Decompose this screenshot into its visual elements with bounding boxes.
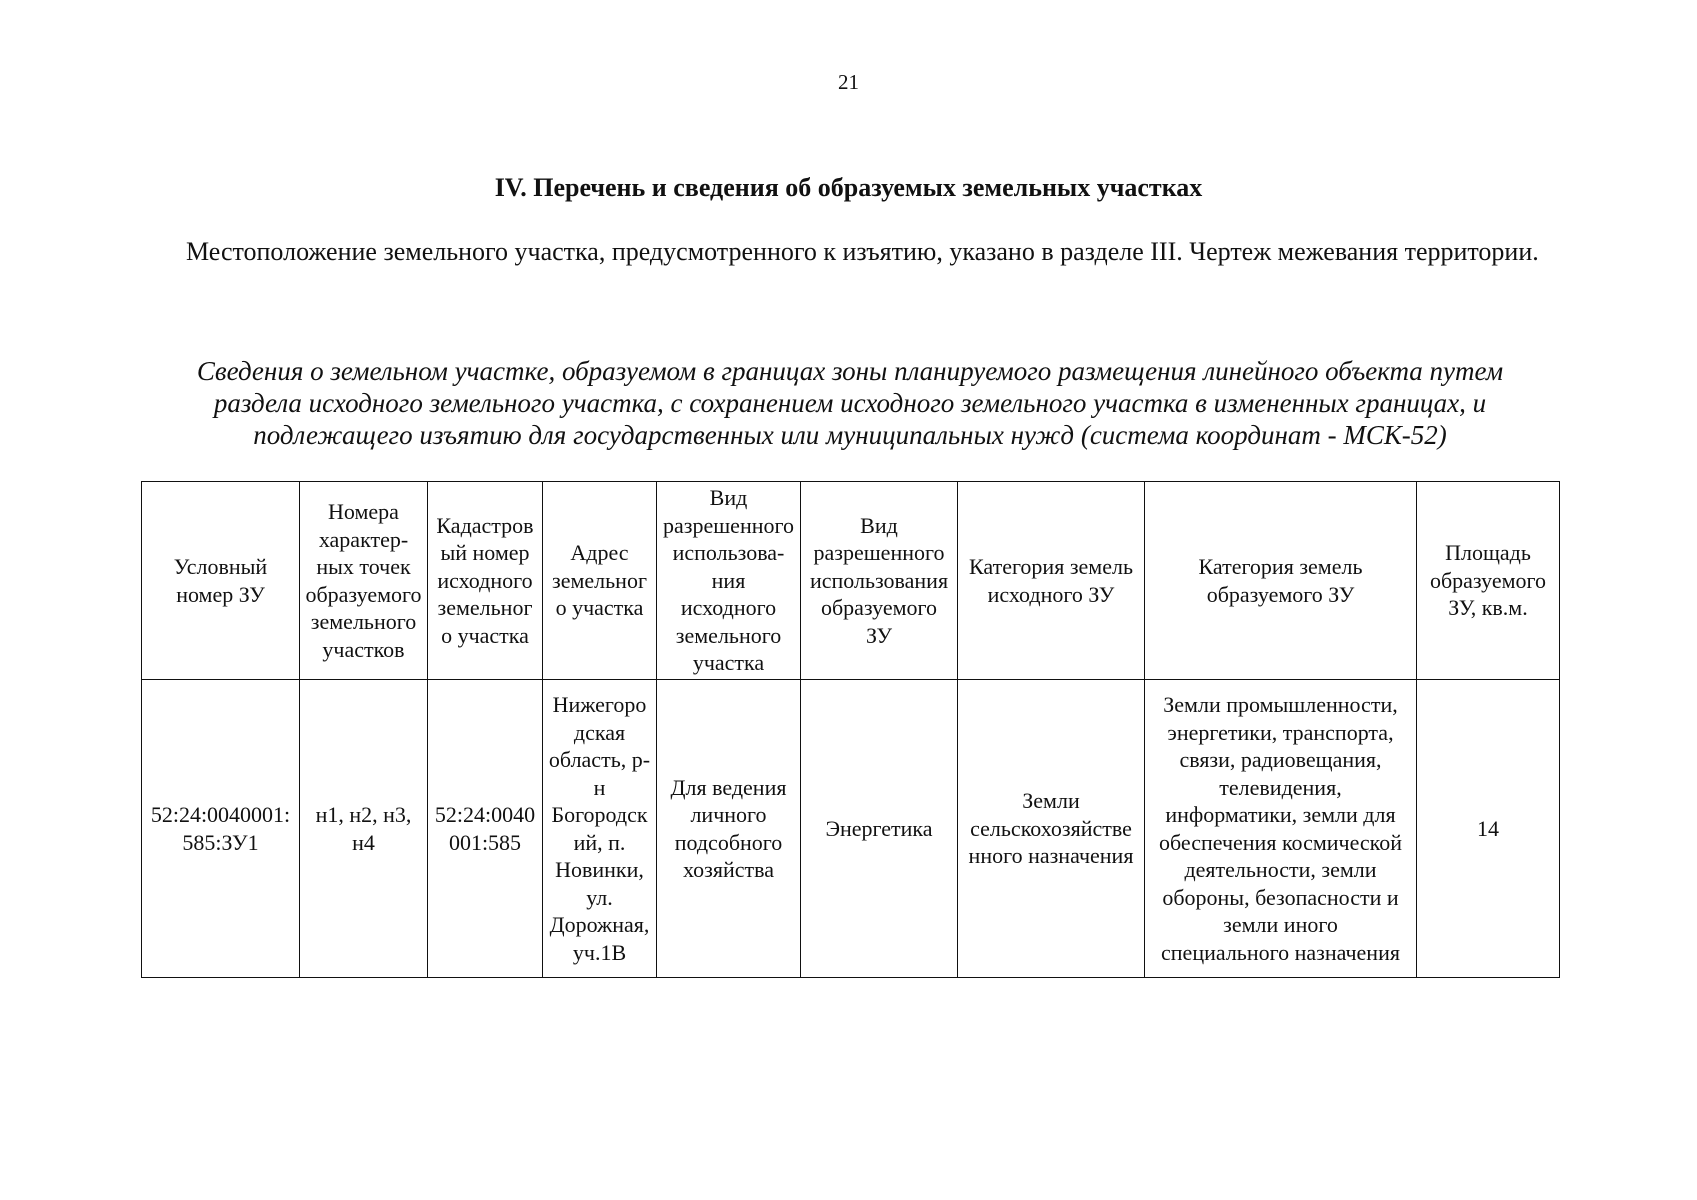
table-header-row [142,482,1560,680]
cell-point-numbers: н1, н2, н3, н4 [300,680,428,978]
section-title: IV. Перечень и сведения об образуемых земельных участках [494,173,1203,202]
header-conditional-number: Условный номер ЗУ [142,482,300,680]
cell-conditional-number: 52:24:0040001: 585:ЗУ1 [142,680,300,978]
table-row [142,680,1560,978]
header-area: Площадь образуемого ЗУ, кв.м. [1417,482,1560,680]
cell-cadastral-number: 52:24:0040 001:585 [428,680,543,978]
header-new-land-category: Категория земель образуемого ЗУ [1145,482,1417,680]
table-caption: Сведения о земельном участке, образуемом в границах зоны планируемого размещения линейного объекта путем раздела исходного земельного участка, с сохранением исходного земельного участка в измененных границах, и подлежащего изъятию для государственных или муниципальных нужд (система координат - МСК-52) [196,356,1504,450]
cell-area: 14 [1417,680,1560,978]
header-point-numbers: Номера характер- ных точек образуемого земельного участков [300,482,428,680]
cell-new-permitted-use: Энергетика [801,680,958,978]
header-source-land-category: Категория земель исходного ЗУ [958,482,1145,680]
header-source-permitted-use: Вид разрешенного использова- ния исходного земельного участка [657,482,801,680]
page-number: 21 [838,70,859,94]
cell-new-land-category: Земли промышленности, энергетики, транспорта, связи, радиовещания, телевидения, информатики, земли для обеспечения космической деятельности, земли обороны, безопасности и земли иного специального назначения [1145,680,1417,978]
intro-paragraph: Местоположение земельного участка, предусмотренного к изъятию, указано в разделе III. Чертеж межевания территории. [186,237,1539,266]
header-new-permitted-use: Вид разрешенного использования образуемого ЗУ [801,482,958,680]
cell-address: Нижегоро дская область, р- н Богородск ий, п. Новинки, ул. Дорожная, уч.1В [543,680,657,978]
land-plot-table [141,481,1560,978]
cell-source-permitted-use: Для ведения личного подсобного хозяйства [657,680,801,978]
cell-source-land-category: Земли сельскохозяйстве нного назначения [958,680,1145,978]
header-address: Адрес земельног о участка [543,482,657,680]
header-cadastral-number: Кадастров ый номер исходного земельног о участка [428,482,543,680]
